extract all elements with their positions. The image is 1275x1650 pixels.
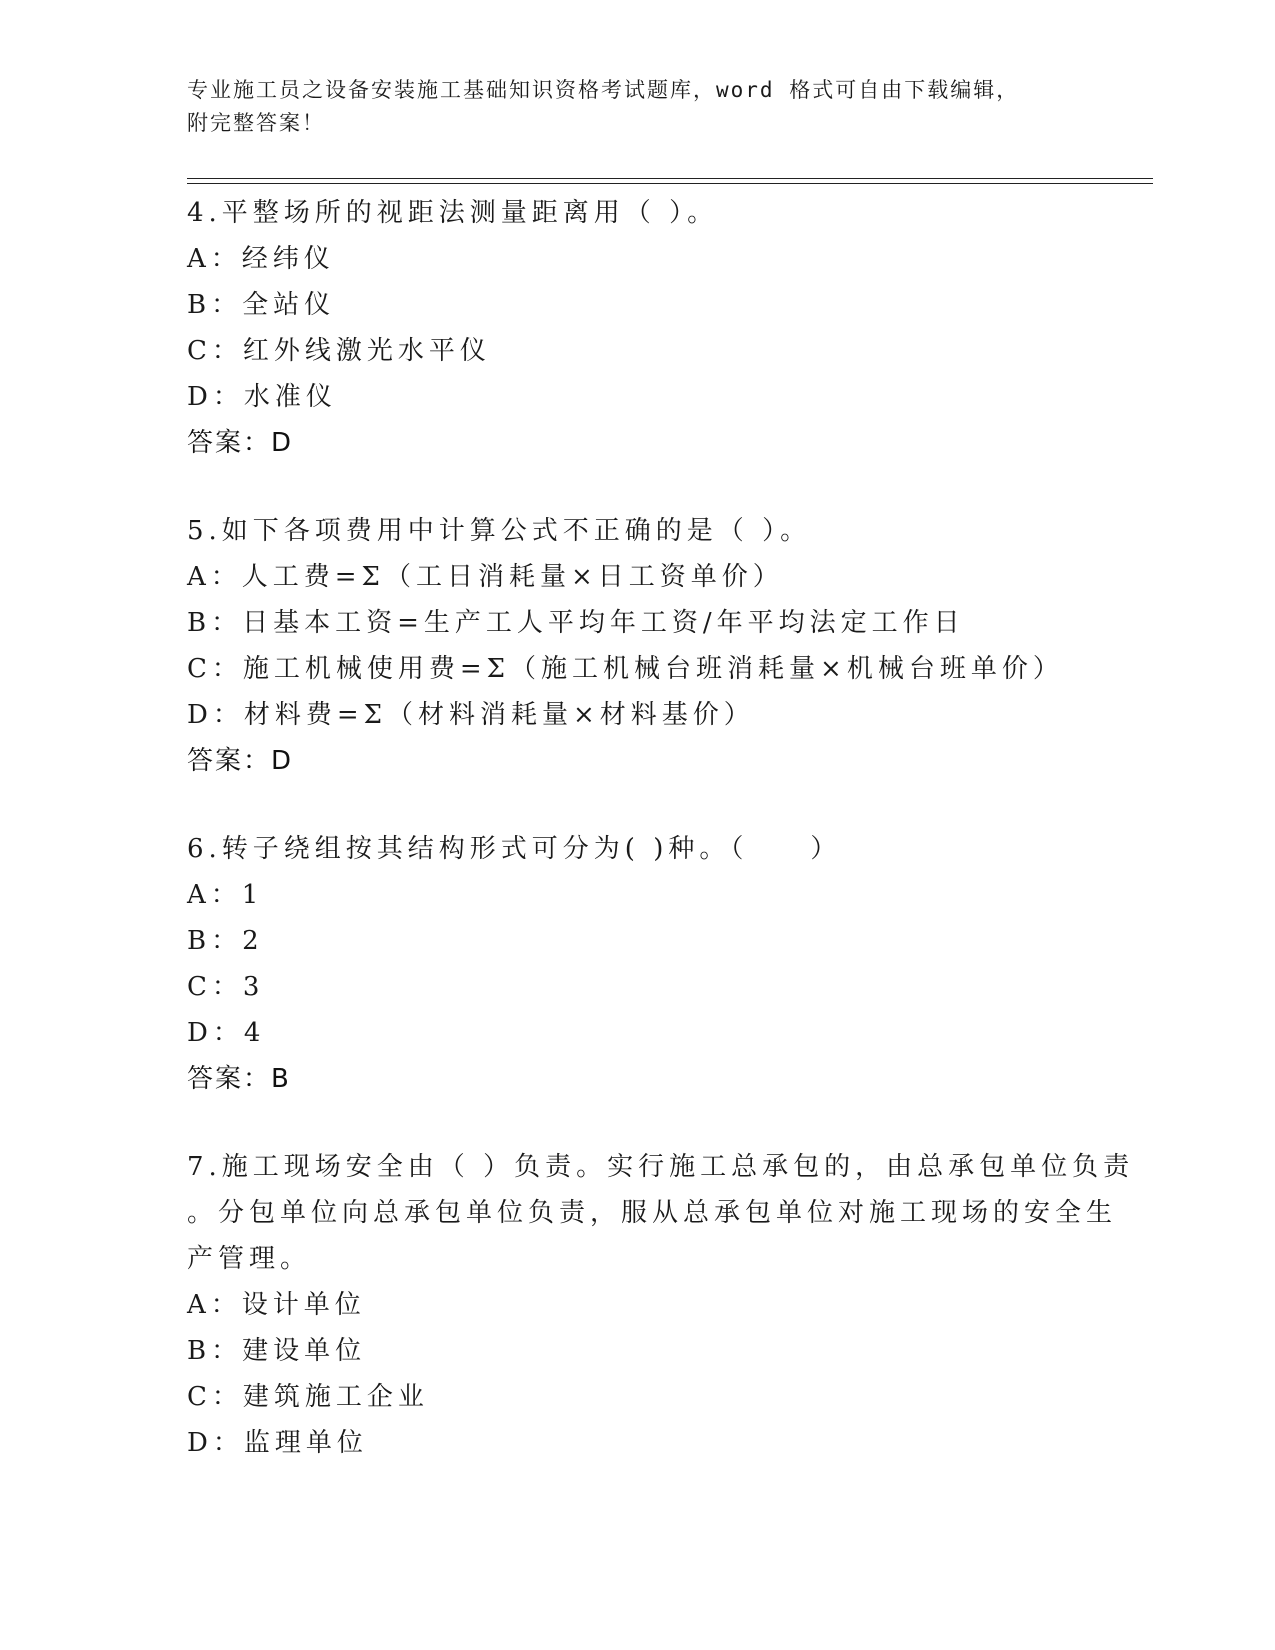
header-line-1: 专业施工员之设备安装施工基础知识资格考试题库，word 格式可自由下载编辑， (187, 78, 1020, 102)
option-a: A：人工费=Σ（工日消耗量×日工资单价） (187, 562, 784, 592)
option-b: B：建设单位 (187, 1336, 367, 1366)
question-5 (187, 508, 1087, 784)
question-stem-line-1: 7.施工现场安全由（ ）负责。实行施工总承包的，由总承包单位负责 (187, 1152, 1135, 1182)
option-a: A：1 (187, 880, 264, 910)
option-d: D：4 (187, 1018, 266, 1048)
question-4 (187, 190, 1087, 466)
question-7 (187, 1144, 1135, 1466)
option-d: D：监理单位 (187, 1428, 368, 1458)
question-stem: 4.平整场所的视距法测量距离用（ ）。 (187, 198, 719, 228)
document-header (187, 74, 1067, 140)
option-c: C：红外线激光水平仪 (187, 336, 491, 366)
header-line-2: 附完整答案！ (187, 111, 325, 135)
question-stem: 5.如下各项费用中计算公式不正确的是（ ）。 (187, 516, 812, 546)
question-stem-line-2: 。分包单位向总承包单位负责，服从总承包单位对施工现场的安全生 (187, 1198, 1118, 1228)
question-stem: 6.转子绕组按其结构形式可分为( )种。（ ） (187, 834, 842, 864)
option-b: B：2 (187, 926, 264, 956)
option-c: C：3 (187, 972, 265, 1002)
answer: 答案：D (187, 746, 294, 776)
question-6 (187, 826, 1087, 1102)
answer: 答案：D (187, 428, 294, 458)
header-divider-bottom (187, 183, 1153, 184)
option-d: D：材料费=Σ（材料消耗量×材料基价） (187, 700, 755, 730)
option-a: A：设计单位 (187, 1290, 366, 1320)
option-a: A：经纬仪 (187, 244, 335, 274)
header-divider-top (187, 178, 1153, 179)
answer: 答案：B (187, 1064, 291, 1094)
option-c: C：建筑施工企业 (187, 1382, 429, 1412)
option-b: B：日基本工资=生产工人平均年工资/年平均法定工作日 (187, 608, 965, 638)
question-stem-line-3: 产管理。 (187, 1244, 312, 1274)
option-c: C：施工机械使用费=Σ（施工机械台班消耗量×机械台班单价） (187, 654, 1064, 684)
option-d: D：水准仪 (187, 382, 337, 412)
option-b: B：全站仪 (187, 290, 336, 320)
